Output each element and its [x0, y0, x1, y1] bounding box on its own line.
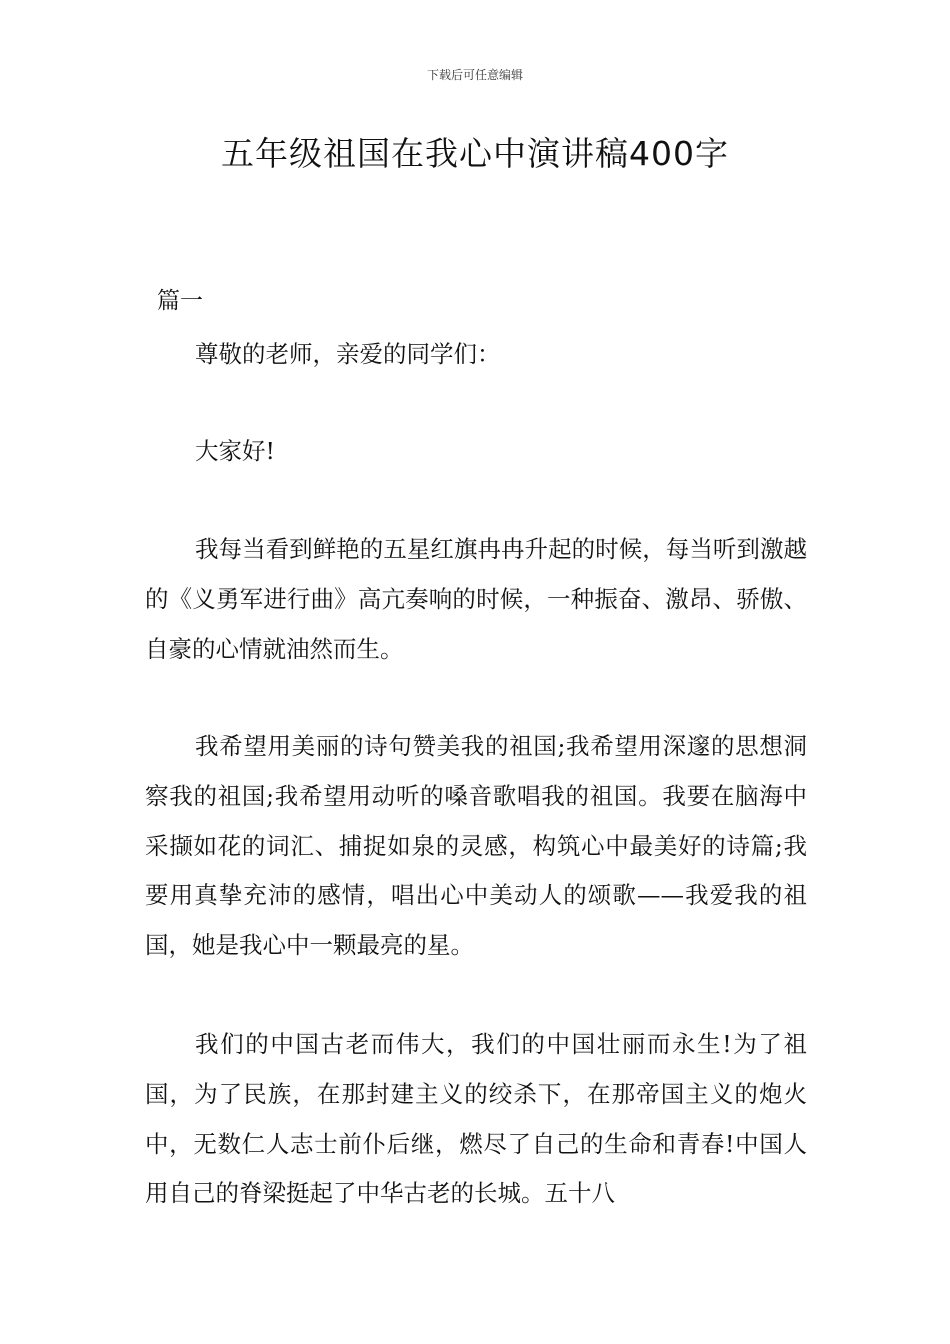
paragraph-body: 我希望用美丽的诗句赞美我的祖国;我希望用深邃的思想洞察我的祖国;我希望用动听的嗓音歌唱我的祖国。我要在脑海中采撷如花的词汇、捕捉如泉的灵感，构筑心中最美好的诗篇;我要用真挚充沛的感情，唱出心中美动人的颂歌——我爱我的祖国，她是我心中一颗最亮的星。: [145, 732, 807, 960]
paragraph-hello: 大家好!: [195, 437, 275, 465]
header-note: 下载后可任意编辑: [426, 68, 523, 82]
paragraph-body: 我们的中国古老而伟大，我们的中国壮丽而永生!为了祖国，为了民族，在那封建主义的绞杀下，在那帝国主义的炮火中，无数仁人志士前仆后继，燃尽了自己的生命和青春!中国人用自己的脊梁挺起了中华古老的长城。五十八: [145, 1030, 807, 1208]
document-title: 五年级祖国在我心中演讲稿400字: [221, 134, 729, 173]
paragraph-body: 我每当看到鲜艳的五星红旗冉冉升起的时候，每当听到激越的《义勇军进行曲》高亢奏响的时候，一种振奋、激昂、骄傲、自豪的心情就油然而生。: [145, 535, 807, 663]
paragraph-greeting: 尊敬的老师，亲爱的同学们：: [195, 340, 501, 368]
section-label: 篇一: [157, 288, 203, 314]
